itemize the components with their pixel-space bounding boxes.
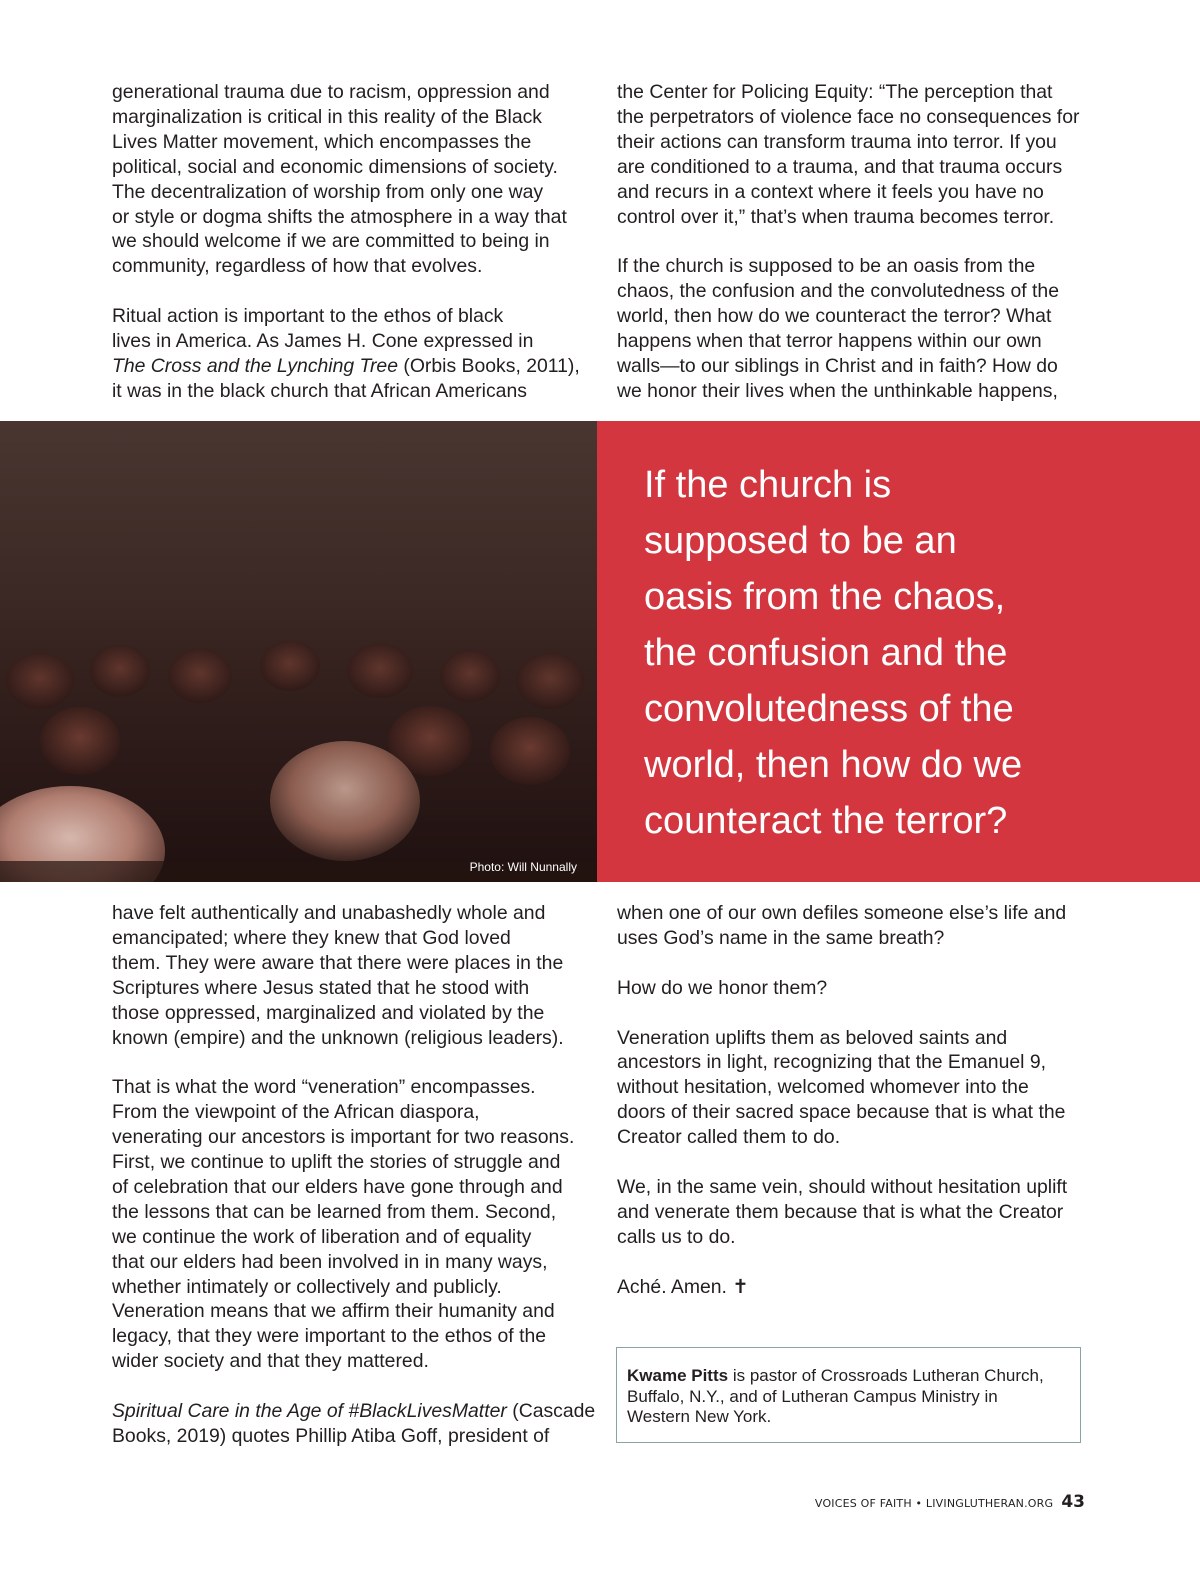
text-line: lives in America. As James H. Cone expressed in bbox=[112, 330, 534, 353]
text-line: the Center for Policing Equity: “The perception that bbox=[617, 81, 1053, 103]
text-line bbox=[617, 1275, 1097, 1300]
text-line: generational trauma due to racism, oppression and bbox=[112, 81, 550, 103]
pull-quote-line: counteract the terror? bbox=[644, 800, 1008, 842]
text-line: them. They were aware that there were places in the bbox=[112, 951, 564, 974]
text-line: whether intimately or collectively and publicly. bbox=[112, 1275, 502, 1298]
pull-quote-line: supposed to be an bbox=[644, 520, 957, 562]
text-line bbox=[627, 1366, 1070, 1387]
text-line: their actions can transform trauma into terror. If you bbox=[617, 130, 1057, 153]
text-line: are conditioned to a trauma, and that trauma occurs bbox=[617, 155, 1063, 178]
text-line: emancipated; where they knew that God loved bbox=[112, 926, 511, 949]
text-line: it was in the black church that African Americans bbox=[112, 379, 527, 402]
closing-text: Aché. Amen. bbox=[617, 1275, 733, 1298]
text-line: happens when that terror happens within our own bbox=[617, 330, 1042, 353]
article-column-bottom-right bbox=[617, 901, 1097, 1299]
text-line: Western New York. bbox=[627, 1407, 772, 1426]
author-bio-box bbox=[616, 1347, 1081, 1443]
text-line: or style or dogma shifts the atmosphere in a way that bbox=[112, 205, 567, 228]
pull-quote-line: oasis from the chaos, bbox=[644, 576, 1006, 618]
book-title: Spiritual Care in the Age of #BlackLivesMatter bbox=[112, 1400, 507, 1423]
congregation-photo bbox=[0, 421, 597, 882]
pull-quote-line: the confusion and the bbox=[644, 632, 1008, 674]
text-line: and venerate them because that is what the Creator bbox=[617, 1200, 1064, 1223]
text-line: those oppressed, marginalized and violated by the bbox=[112, 1001, 545, 1024]
text-line: marginalization is critical in this reality of the Black bbox=[112, 105, 542, 128]
text-line: Veneration uplifts them as beloved saints and bbox=[617, 1026, 1008, 1049]
text-line bbox=[112, 354, 582, 379]
text-line: How do we honor them? bbox=[617, 976, 828, 999]
paragraph bbox=[112, 1075, 587, 1374]
text-line: community, regardless of how that evolves. bbox=[112, 255, 483, 278]
article-column-top-right bbox=[617, 80, 1097, 404]
book-title: The Cross and the Lynching Tree bbox=[112, 354, 398, 377]
text-line: First, we continue to uplift the stories of struggle and bbox=[112, 1151, 561, 1174]
text-line: If the church is supposed to be an oasis from the bbox=[617, 255, 1036, 278]
text-line: From the viewpoint of the African diaspora, bbox=[112, 1101, 480, 1124]
paragraph bbox=[112, 80, 582, 279]
text-line: legacy, that they were important to the ethos of the bbox=[112, 1325, 547, 1348]
text-line: and recurs in a context where it feels you have no bbox=[617, 180, 1044, 203]
pull-quote-line: world, then how do we bbox=[644, 744, 1023, 786]
pull-quote-line: convolutedness of the bbox=[644, 688, 1014, 730]
text-line: that our elders had been involved in in many ways, bbox=[112, 1250, 548, 1273]
text-line: the lessons that can be learned from them. Second, bbox=[112, 1200, 557, 1223]
text-line: wider society and that they mattered. bbox=[112, 1350, 429, 1373]
text-line: Ritual action is important to the ethos of black bbox=[112, 305, 504, 328]
text-line: Veneration means that we affirm their humanity and bbox=[112, 1300, 555, 1323]
text-line: world, then how do we counteract the terror? What bbox=[617, 305, 1052, 328]
paragraph bbox=[617, 901, 1097, 951]
paragraph bbox=[617, 976, 1097, 1001]
paragraph bbox=[617, 1175, 1097, 1250]
paragraph bbox=[112, 901, 587, 1050]
text-line: Creator called them to do. bbox=[617, 1126, 841, 1149]
text-line: calls us to do. bbox=[617, 1225, 736, 1248]
text-line: Scriptures where Jesus stated that he stood with bbox=[112, 976, 530, 999]
text-line: The decentralization of worship from only one way bbox=[112, 180, 544, 203]
photo-credit: Photo: Will Nunnally bbox=[469, 860, 577, 874]
text-line bbox=[112, 1399, 596, 1424]
text-line: known (empire) and the unknown (religious leaders). bbox=[112, 1026, 564, 1049]
author-name: Kwame Pitts bbox=[627, 1366, 729, 1385]
page-number: 43 bbox=[1061, 1492, 1085, 1512]
text-line: ancestors in light, recognizing that the Emanuel 9, bbox=[617, 1051, 1046, 1074]
text-line: Buffalo, N.Y., and of Lutheran Campus Ministry in bbox=[627, 1386, 998, 1406]
text-line: political, social and economic dimensions of society. bbox=[112, 155, 558, 178]
text-line: walls—to our siblings in Christ and in faith? How do bbox=[617, 354, 1058, 377]
pull-quote-line: If the church is bbox=[644, 464, 892, 506]
text-line: venerating our ancestors is important for two reasons. bbox=[112, 1126, 575, 1149]
paragraph bbox=[617, 254, 1097, 403]
pull-quote-box bbox=[597, 421, 1200, 882]
paragraph bbox=[112, 304, 582, 404]
text-line: Books, 2019) quotes Phillip Atiba Goff, president of bbox=[112, 1425, 550, 1447]
text-line: uses God’s name in the same breath? bbox=[617, 926, 945, 949]
text-fragment: (Cascade bbox=[506, 1400, 596, 1423]
text-line: the perpetrators of violence face no consequences for bbox=[617, 105, 1080, 128]
text-line: without hesitation, welcomed whomever into the bbox=[617, 1076, 1029, 1099]
text-line: we continue the work of liberation and of equality bbox=[112, 1225, 532, 1248]
text-line: we should welcome if we are committed to being in bbox=[112, 230, 550, 253]
text-fragment: (Orbis Books, 2011), bbox=[398, 354, 580, 377]
text-line: That is what the word “veneration” encompasses. bbox=[112, 1076, 536, 1099]
text-line: doors of their sacred space because that is what the bbox=[617, 1101, 1066, 1124]
paragraph bbox=[617, 80, 1097, 229]
paragraph bbox=[112, 1399, 596, 1449]
text-line: Lives Matter movement, which encompasses the bbox=[112, 130, 532, 153]
article-column-top-left bbox=[112, 80, 582, 404]
pull-quote-text bbox=[644, 457, 1164, 849]
paragraph bbox=[617, 1026, 1097, 1151]
cross-end-mark-icon: ✝ bbox=[732, 1275, 749, 1298]
article-column-bottom-left bbox=[112, 901, 596, 1449]
text-line: of celebration that our elders have gone through and bbox=[112, 1175, 563, 1198]
text-line: have felt authentically and unabashedly whole and bbox=[112, 902, 546, 924]
text-fragment: is pastor of Crossroads Lutheran Church, bbox=[728, 1366, 1044, 1385]
text-line: we honor their lives when the unthinkable happens, bbox=[617, 379, 1058, 402]
footer-label: VOICES OF FAITH • LIVINGLUTHERAN.ORG bbox=[814, 1497, 1054, 1510]
page-footer bbox=[815, 1492, 1085, 1512]
text-line: when one of our own defiles someone else’s life and bbox=[617, 902, 1067, 924]
text-line: chaos, the confusion and the convolutedness of the bbox=[617, 280, 1059, 303]
paragraph bbox=[617, 1275, 1097, 1300]
crowd-illustration bbox=[0, 421, 597, 882]
text-line: control over it,” that’s when trauma becomes terror. bbox=[617, 205, 1055, 228]
text-line: We, in the same vein, should without hesitation uplift bbox=[617, 1175, 1068, 1198]
